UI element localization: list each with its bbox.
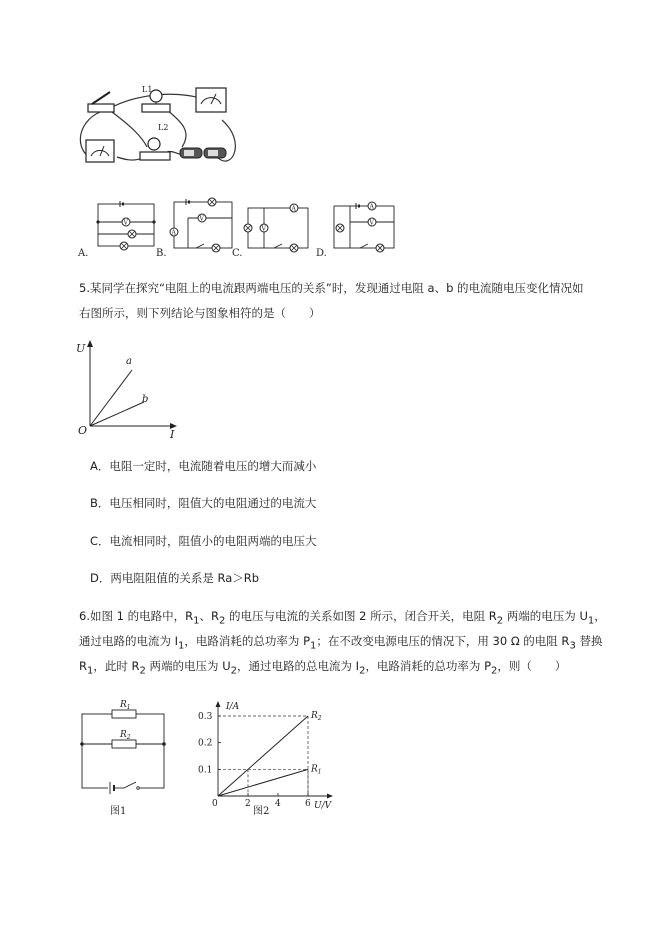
fig2-x-tick-label: 2 xyxy=(245,799,251,809)
switch-drawing xyxy=(88,92,114,112)
line-b xyxy=(90,402,144,426)
option-b-label: B. xyxy=(156,248,167,259)
fig2-series-label-r1: $R_1$ xyxy=(311,764,322,776)
resistor-r1 xyxy=(112,710,136,718)
q5-text-line1: 5.某同学在探究“电阻上的电流跟两端电压的关系”时，发现通过电阻 a、b 的电流随电压变化情况如 xyxy=(79,281,584,295)
q5-line-b-label: b xyxy=(142,394,149,405)
line-a xyxy=(90,370,132,426)
fig2-y-axis-label: I/A xyxy=(226,702,240,712)
fig2-y-tick-label: 0.3 xyxy=(198,712,213,722)
svg-text:A: A xyxy=(291,205,296,213)
q5-option-d[interactable]: D．两电阻阻值的关系是 Ra＞Rb xyxy=(90,571,260,585)
lamp-l1-label: L1 xyxy=(142,85,153,94)
circuit-a xyxy=(96,201,155,250)
q5-origin-label: O xyxy=(78,424,88,437)
q6-text-line1: 6.如图 1 的电路中，$R_1$、$R_2$ 的电压与电流的关系如图 2 所示，闭合开关，电阻 $R_2$ 两端的电压为 $U_1$， xyxy=(79,609,606,627)
q6-fig2-chart xyxy=(196,696,342,820)
q5-option-b[interactable]: B．电压相同时，阻值大的电阻通过的电流大 xyxy=(90,496,317,510)
fig1-caption: 图1 xyxy=(110,806,127,817)
q5-line-a-label: a xyxy=(126,356,132,367)
fig2-x-tick-label: 6 xyxy=(305,799,311,809)
circuit-c xyxy=(244,204,308,252)
meter-bottom-left-drawing xyxy=(86,140,114,162)
svg-text:A: A xyxy=(369,203,374,211)
circuit-d xyxy=(334,202,394,252)
q5-ui-graph xyxy=(74,338,184,440)
fig2-caption: 图2 xyxy=(253,806,270,817)
q5-y-axis-label: U xyxy=(76,342,86,355)
fig2-origin-label: 0 xyxy=(212,799,218,809)
fig2-series-line-r2 xyxy=(218,716,308,796)
fig2-series-label-r2: $R_2$ xyxy=(311,711,322,722)
q6-fig1-circuit xyxy=(76,696,172,820)
option-a-label: A. xyxy=(78,248,89,259)
lamp-l2-label: L2 xyxy=(158,123,169,132)
fig2-x-tick-label: 4 xyxy=(275,799,281,809)
q6-text-line3: $R_1$，此时 $R_2$ 两端的电压为 $U_2$，通过电路的总电流为 $I_2$，电路消耗的总功率为 $P_2$，则（ ） xyxy=(79,659,567,677)
svg-text:V: V xyxy=(261,225,266,233)
option-c-label: C. xyxy=(232,248,243,259)
option-d-label: D. xyxy=(316,248,327,259)
physical-circuit-figure xyxy=(72,82,252,180)
option-circuits xyxy=(76,194,406,260)
circuit-b xyxy=(170,198,232,252)
fig1-r2-label: $R_2$ xyxy=(120,730,131,741)
svg-text:V: V xyxy=(369,219,374,227)
q5-option-c[interactable]: C．电流相同时，阻值小的电阻两端的电压大 xyxy=(90,534,317,548)
meter-top-right-drawing xyxy=(196,88,226,112)
fig2-series-line-r1 xyxy=(218,769,308,796)
fig2-y-tick-label: 0.1 xyxy=(198,765,213,776)
battery-drawing xyxy=(180,148,226,158)
fig2-x-axis-label: U/V xyxy=(314,801,332,811)
resistor-r2 xyxy=(112,740,136,748)
q5-x-axis-label: I xyxy=(170,428,175,440)
svg-text:V: V xyxy=(199,215,204,223)
q5-option-a[interactable]: A．电阻一定时，电流随着电压的增大而减小 xyxy=(90,459,317,473)
q5-text-line2: 右图所示，则下列结论与图象相符的是（ ） xyxy=(79,306,321,320)
q6-text-line2: 通过电路的电流为 $I_1$，电路消耗的总功率为 $P_1$；在不改变电源电压的情况下，用 30 Ω 的电阻 $R_3$ 替换 xyxy=(79,634,603,652)
fig1-r1-label: $R_1$ xyxy=(120,700,131,711)
svg-text:A: A xyxy=(171,229,176,237)
fig2-y-tick-label: 0.2 xyxy=(198,738,213,749)
lamp-l2-drawing xyxy=(140,138,170,160)
svg-text:V: V xyxy=(123,219,128,227)
